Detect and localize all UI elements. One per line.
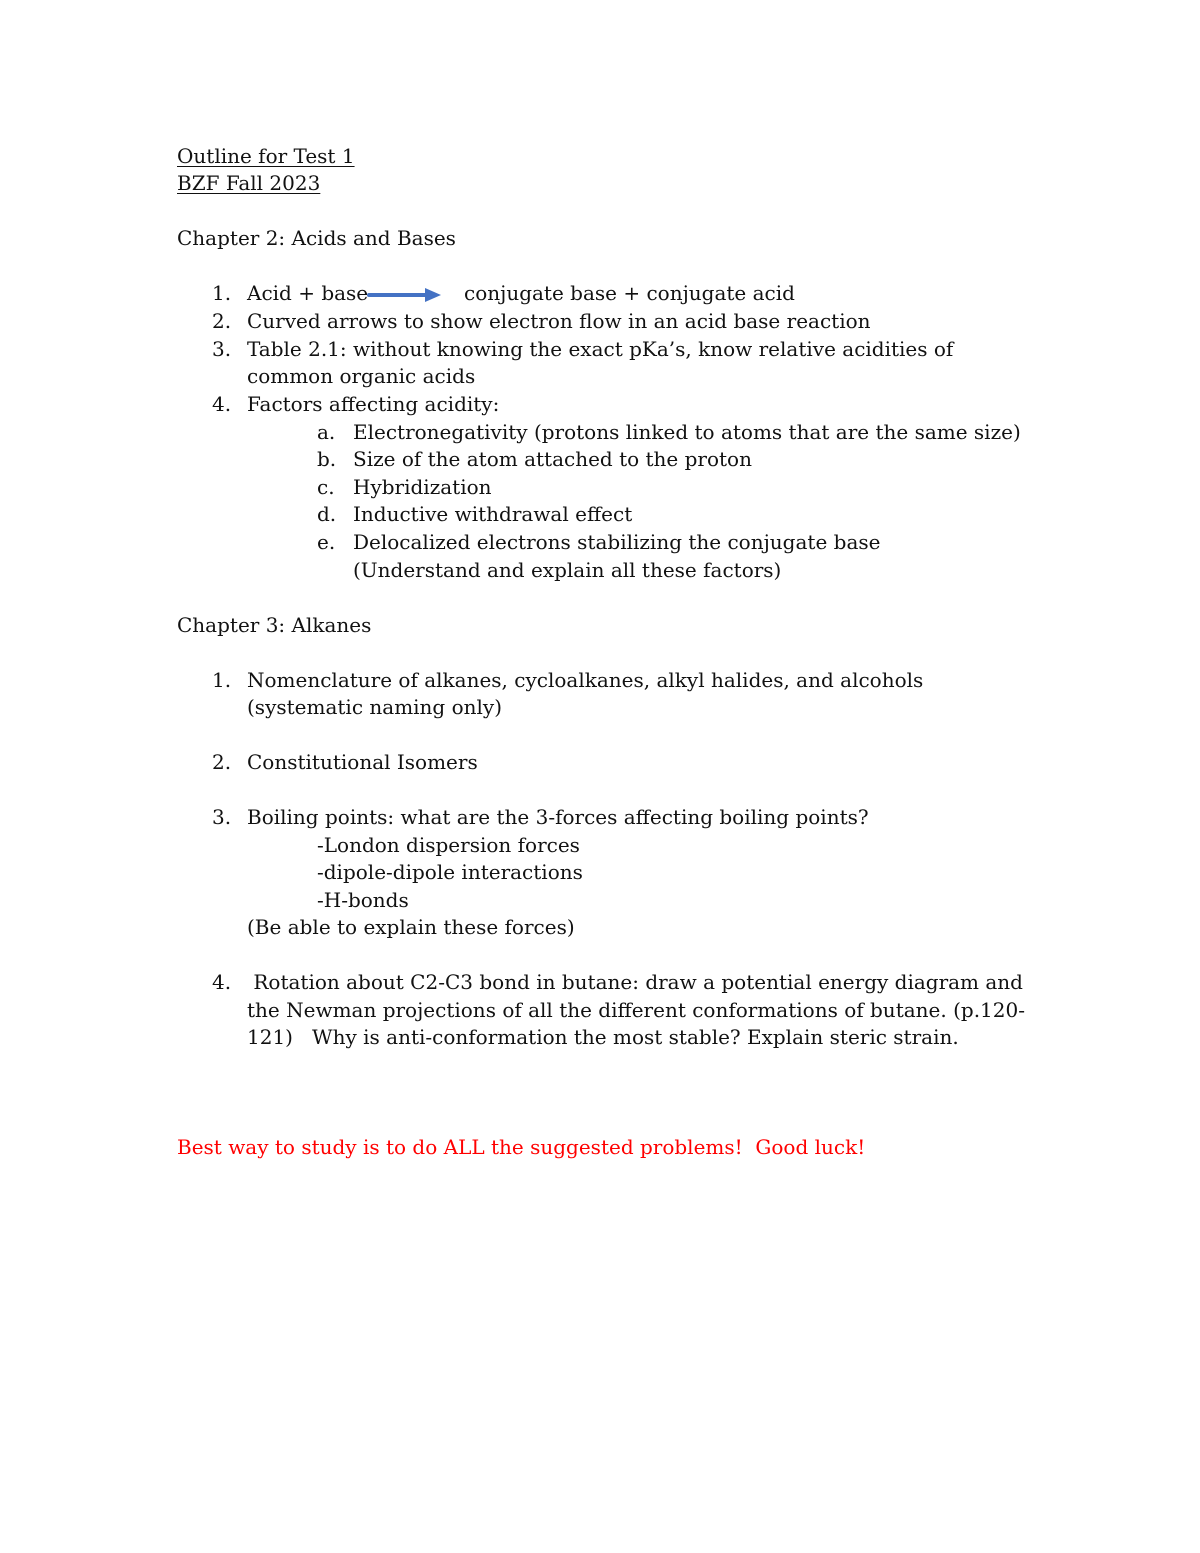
chapter-2-heading: Chapter 2: Acids and Bases: [177, 226, 456, 250]
sublist-item-text: Electronegativity (protons linked to atoms that are the same size): [353, 420, 1021, 444]
list-item-text: Nomenclature of alkanes, cycloalkanes, alkyl halides, and alcohols: [247, 668, 924, 692]
list-number: 4.: [212, 970, 232, 994]
sublist-item-note: (Understand and explain all these factors): [353, 558, 782, 582]
sublist-item-text: Delocalized electrons stabilizing the conjugate base: [353, 530, 881, 554]
list-item-text-continued: (systematic naming only): [247, 695, 503, 719]
reaction-left-text: Acid + base: [247, 281, 369, 305]
force-item: -H-bonds: [317, 888, 409, 912]
reaction-arrow-icon: [367, 285, 443, 305]
list-item-note: (Be able to explain these forces): [247, 915, 575, 939]
sublist-letter: b.: [317, 447, 337, 471]
sublist-item-text: Inductive withdrawal effect: [353, 502, 633, 526]
list-number: 3.: [212, 337, 232, 361]
sublist-letter: d.: [317, 502, 337, 526]
document-subtitle: BZF Fall 2023: [177, 171, 321, 195]
chapter-3-heading: Chapter 3: Alkanes: [177, 613, 372, 637]
list-item-text: Curved arrows to show electron flow in an acid base reaction: [247, 309, 871, 333]
sublist-item-text: Hybridization: [353, 475, 492, 499]
sublist-letter: e.: [317, 530, 336, 554]
list-number: 2.: [212, 750, 232, 774]
list-number: 1.: [212, 668, 232, 692]
reaction-right-text: conjugate base + conjugate acid: [464, 281, 795, 305]
list-number: 2.: [212, 309, 232, 333]
sublist-letter: a.: [317, 420, 336, 444]
list-item-text: Table 2.1: without knowing the exact pKa’s, know relative acidities of: [247, 337, 954, 361]
force-item: -London dispersion forces: [317, 833, 580, 857]
list-number: 4.: [212, 392, 232, 416]
document-title: Outline for Test 1: [177, 144, 355, 168]
list-item-text-continued: common organic acids: [247, 364, 476, 388]
list-item-text: Factors affecting acidity:: [247, 392, 500, 416]
list-number: 3.: [212, 805, 232, 829]
list-number: 1.: [212, 281, 232, 305]
list-item-text-continued: the Newman projections of all the different conformations of butane. (p.120-: [247, 998, 1025, 1022]
sublist-item-text: Size of the atom attached to the proton: [353, 447, 752, 471]
list-item-text-continued: 121) Why is anti-conformation the most stable? Explain steric strain.: [247, 1025, 959, 1049]
closing-note: Best way to study is to do ALL the suggested problems! Good luck!: [177, 1135, 866, 1159]
force-item: -dipole-dipole interactions: [317, 860, 583, 884]
sublist-letter: c.: [317, 475, 335, 499]
list-item-text: Boiling points: what are the 3-forces affecting boiling points?: [247, 805, 869, 829]
list-item-text: Constitutional Isomers: [247, 750, 478, 774]
list-item-text: Rotation about C2-C3 bond in butane: draw a potential energy diagram and: [247, 970, 1023, 994]
